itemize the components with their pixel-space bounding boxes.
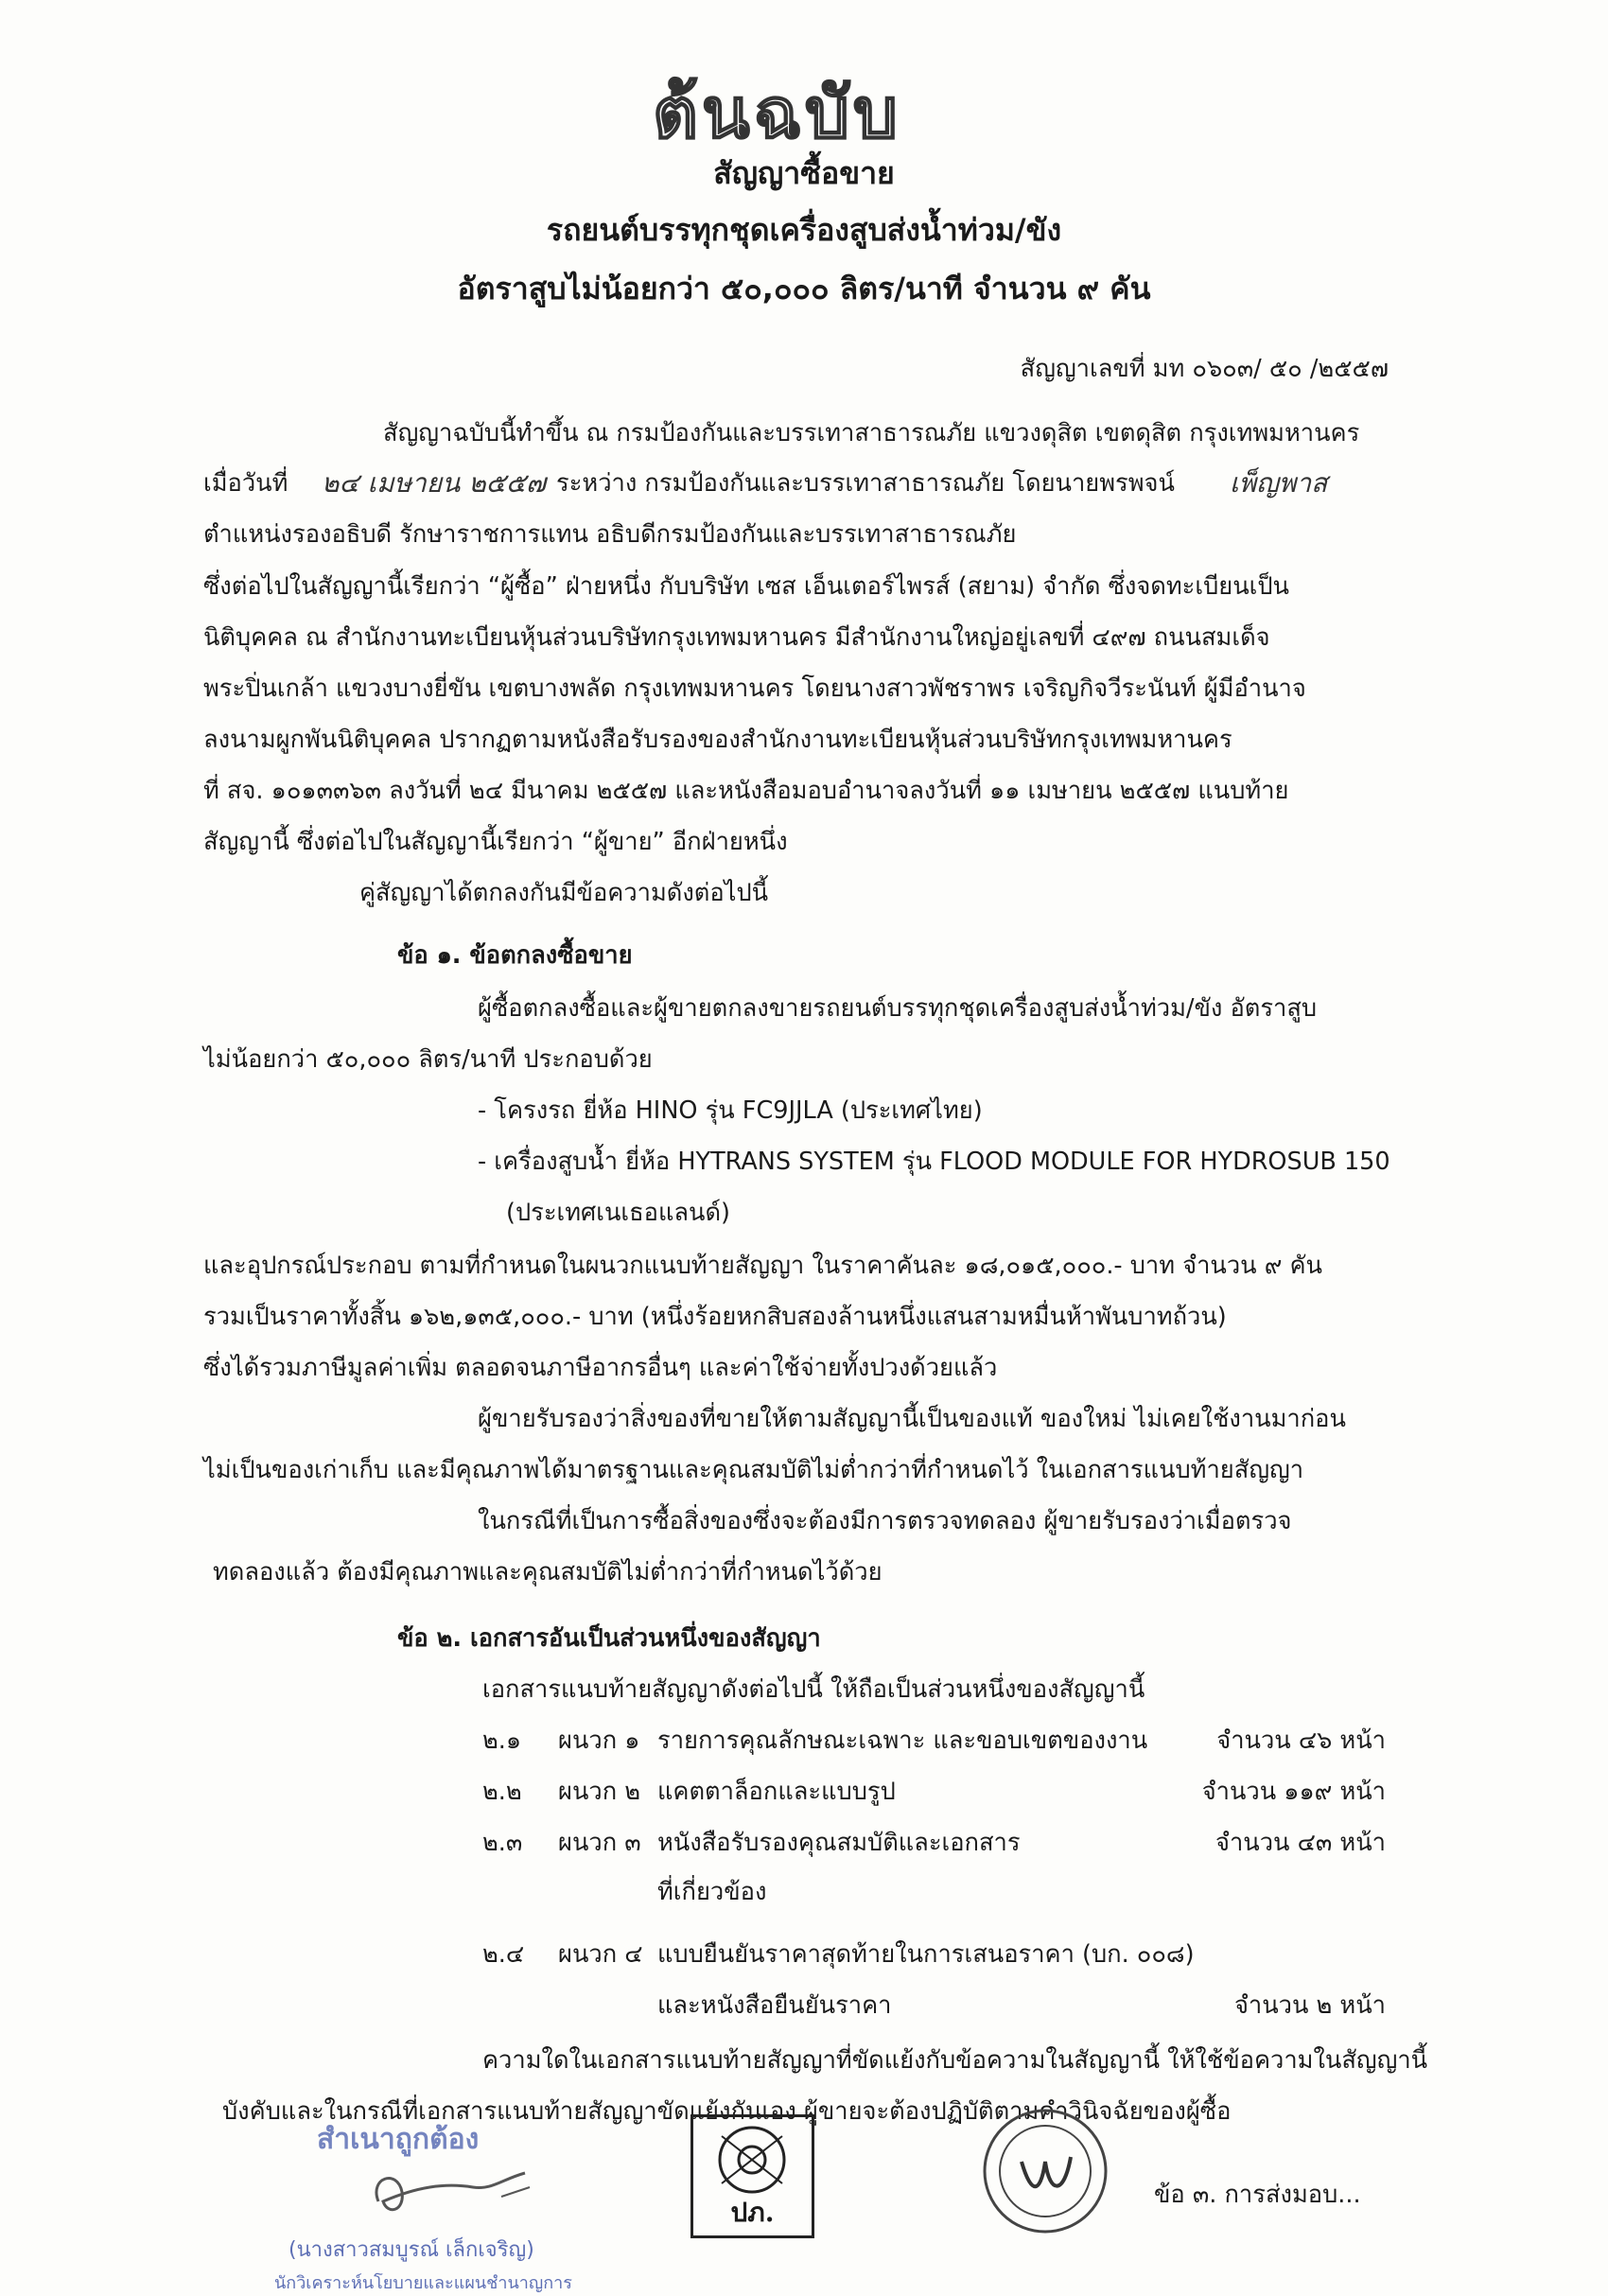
- clause-1-text: และอุปกรณ์ประกอบ ตามที่กำหนดในผนวกแนบท้ายสัญญา ในราคาคันละ ๑๘,๐๑๕,๐๐๐.- บาท จำนวน ๙ คัน: [203, 1252, 1322, 1280]
- preamble-line: พระปิ่นเกล้า แขวงบางยี่ขัน เขตบางพลัด กรุงเทพมหานคร โดยนางสาวพัชราพร เจริญกิจวีระนันท์ ผู้มีอำนาจ: [203, 675, 1306, 703]
- original-copy-stamp: ต้นฉบับ: [653, 73, 901, 154]
- clause-1-item: - เครื่องสูบน้ำ ยี่ห้อ HYTRANS SYSTEM รุ่น FLOOD MODULE FOR HYDROSUB 150: [478, 1148, 1390, 1176]
- annex-label: ผนวก ๓: [558, 1829, 641, 1857]
- preamble-line: ซึ่งต่อไปในสัญญานี้เรียกว่า “ผู้ซื้อ” ฝ่ายหนึ่ง กับบริษัท เซส เอ็นเตอร์ไพรส์ (สยาม) จำกัด ซึ่งจดทะเบียนเป็น: [203, 572, 1289, 601]
- continuation-marker: ข้อ ๓. การส่งมอบ...: [1154, 2181, 1361, 2209]
- clause-1-text: รวมเป็นราคาทั้งสิ้น ๑๖๒,๑๓๕,๐๐๐.- บาท (หนึ่งร้อยหกสิบสองล้านหนึ่งแสนสามหมื่นห้าพันบาทถ้วน): [203, 1303, 1227, 1331]
- annex-page-count: จำนวน ๔๓ หน้า: [1215, 1829, 1386, 1857]
- clause-1-item: (ประเทศเนเธอแลนด์): [506, 1199, 730, 1227]
- signature-icon: [359, 2159, 549, 2225]
- annex-page-count: จำนวน ๑๑๙ หน้า: [1201, 1778, 1386, 1806]
- clause-1-heading: ข้อ ๑. ข้อตกลงซื้อขาย: [397, 941, 633, 970]
- preamble-line: สัญญาฉบับนี้ทำขึ้น ณ กรมป้องกันและบรรเทาสาธารณภัย แขวงดุสิต เขตดุสิต กรุงเทพมหานคร: [383, 419, 1360, 447]
- seal-text: ปภ.: [730, 2197, 775, 2228]
- clause-2-text: ความใดในเอกสารแนบท้ายสัญญาที่ขัดแย้งกับข้อความในสัญญานี้ ให้ใช้ข้อความในสัญญานี้: [482, 2046, 1428, 2075]
- annex-label: ผนวก ๒: [558, 1778, 641, 1806]
- preamble-line: ตำแหน่งรองอธิบดี รักษาราชการแทน อธิบดีกรมป้องกันและบรรเทาสาธารณภัย: [203, 520, 1017, 549]
- clause-2-text: บังคับและในกรณีที่เอกสารแนบท้ายสัญญาขัดแย้งกันเอง ผู้ขายจะต้องปฏิบัติตามคำวินิจฉัยของผู้ซื้อ: [222, 2097, 1232, 2126]
- preamble-line: คู่สัญญาได้ตกลงกันมีข้อความดังต่อไปนี้: [359, 879, 769, 907]
- clause-1-text: ไม่เป็นของเก่าเก็บ และมีคุณภาพได้มาตรฐานและคุณสมบัติไม่ต่ำกว่าที่กำหนดไว้ ในเอกสารแนบท้ายสัญญา: [203, 1456, 1304, 1484]
- clause-1-text: ซึ่งได้รวมภาษีมูลค่าเพิ่ม ตลอดจนภาษีอากรอื่นๆ และค่าใช้จ่ายทั้งปวงด้วยแล้ว: [203, 1354, 998, 1382]
- clause-2-intro: เอกสารแนบท้ายสัญญาดังต่อไปนี้ ให้ถือเป็นส่วนหนึ่งของสัญญานี้: [482, 1675, 1145, 1704]
- annex-description-cont: และหนังสือยืนยันราคา: [657, 1991, 892, 2020]
- clause-1-text: ผู้ซื้อตกลงซื้อและผู้ขายตกลงขายรถยนต์บรรทุกชุดเครื่องสูบส่งน้ำท่วม/ขัง อัตราสูบ: [478, 994, 1318, 1023]
- document-subtitle: รถยนต์บรรทุกชุดเครื่องสูบส่งน้ำท่วม/ขัง: [546, 212, 1062, 248]
- clause-1-text: ไม่น้อยกว่า ๕๐,๐๐๐ ลิตร/นาที ประกอบด้วย: [203, 1045, 653, 1074]
- clause-1-text: ทดลองแล้ว ต้องมีคุณภาพและคุณสมบัติไม่ต่ำกว่าที่กำหนดไว้ด้วย: [213, 1558, 883, 1586]
- preamble-line: ระหว่าง กรมป้องกันและบรรเทาสาธารณภัย โดยนายพรพจน์: [556, 469, 1175, 498]
- preamble-line: ที่ สจ. ๑๐๑๓๓๖๓ ลงวันที่ ๒๔ มีนาคม ๒๕๕๗ และหนังสือมอบอำนาจลงวันที่ ๑๑ เมษายน ๒๕๕๗ แนบท้าย: [203, 777, 1289, 805]
- annex-number: ๒.๑: [482, 1726, 522, 1755]
- contract-number: สัญญาเลขที่ มท ๐๖๐๓/ ๕๐ /๒๕๕๗: [1020, 355, 1389, 383]
- clause-1-text: ในกรณีที่เป็นการซื้อสิ่งของซึ่งจะต้องมีการตรวจทดลอง ผู้ขายรับรองว่าเมื่อตรวจ: [478, 1507, 1292, 1535]
- signer-name: (นางสาวสมบูรณ์ เล็กเจริญ): [288, 2238, 534, 2262]
- handwritten-date: ๒๔ เมษายน ๒๕๕๗: [322, 467, 547, 499]
- preamble-date-label: เมื่อวันที่: [203, 469, 288, 498]
- document-subtitle-2: อัตราสูบไม่น้อยกว่า ๕๐,๐๐๐ ลิตร/นาที จำนวน ๙ คัน: [457, 271, 1151, 307]
- annex-label: ผนวก ๑: [558, 1726, 640, 1755]
- annex-number: ๒.๒: [482, 1778, 522, 1806]
- annex-description: แคตตาล็อกและแบบรูป: [657, 1778, 896, 1806]
- annex-page-count: จำนวน ๒ หน้า: [1233, 1991, 1386, 2020]
- certified-copy-stamp: สำเนาถูกต้อง: [317, 2123, 480, 2156]
- annex-label: ผนวก ๔: [558, 1940, 643, 1969]
- department-seal: [690, 2114, 814, 2238]
- annex-description: แบบยืนยันราคาสุดท้ายในการเสนอราคา (บก. ๐๐๘): [657, 1940, 1195, 1969]
- annex-description-cont: ที่เกี่ยวข้อง: [657, 1878, 767, 1906]
- annex-number: ๒.๓: [482, 1829, 523, 1857]
- company-seal-icon: [965, 2105, 1126, 2237]
- annex-description: หนังสือรับรองคุณสมบัติและเอกสาร: [657, 1829, 1021, 1857]
- clause-2-heading: ข้อ ๒. เอกสารอันเป็นส่วนหนึ่งของสัญญา: [397, 1624, 821, 1653]
- preamble-line: ลงนามผูกพันนิติบุคคล ปรากฏตามหนังสือรับรองของสำนักงานทะเบียนหุ้นส่วนบริษัทกรุงเทพมหานคร: [203, 726, 1232, 754]
- document-title: สัญญาซื้อขาย: [713, 155, 895, 191]
- annex-number: ๒.๔: [482, 1940, 525, 1969]
- handwritten-name: เพ็ญพาส: [1230, 467, 1328, 499]
- clause-1-text: ผู้ขายรับรองว่าสิ่งของที่ขายให้ตามสัญญานี้เป็นของแท้ ของใหม่ ไม่เคยใช้งานมาก่อน: [478, 1405, 1346, 1433]
- clause-1-item: - โครงรถ ยี่ห้อ HINO รุ่น FC9JJLA (ประเทศไทย): [478, 1096, 983, 1125]
- preamble-line: นิติบุคคล ณ สำนักงานทะเบียนหุ้นส่วนบริษัทกรุงเทพมหานคร มีสำนักงานใหญ่อยู่เลขที่ ๔๙๗ ถนนสมเด็จ: [203, 623, 1270, 652]
- annex-description: รายการคุณลักษณะเฉพาะ และขอบเขตของงาน: [657, 1726, 1148, 1755]
- signer-title: นักวิเคราะห์นโยบายและแผนชำนาญการ: [274, 2273, 572, 2293]
- preamble-line: สัญญานี้ ซึ่งต่อไปในสัญญานี้เรียกว่า “ผู้ขาย” อีกฝ่ายหนึ่ง: [203, 828, 788, 856]
- annex-page-count: จำนวน ๔๖ หน้า: [1216, 1726, 1386, 1755]
